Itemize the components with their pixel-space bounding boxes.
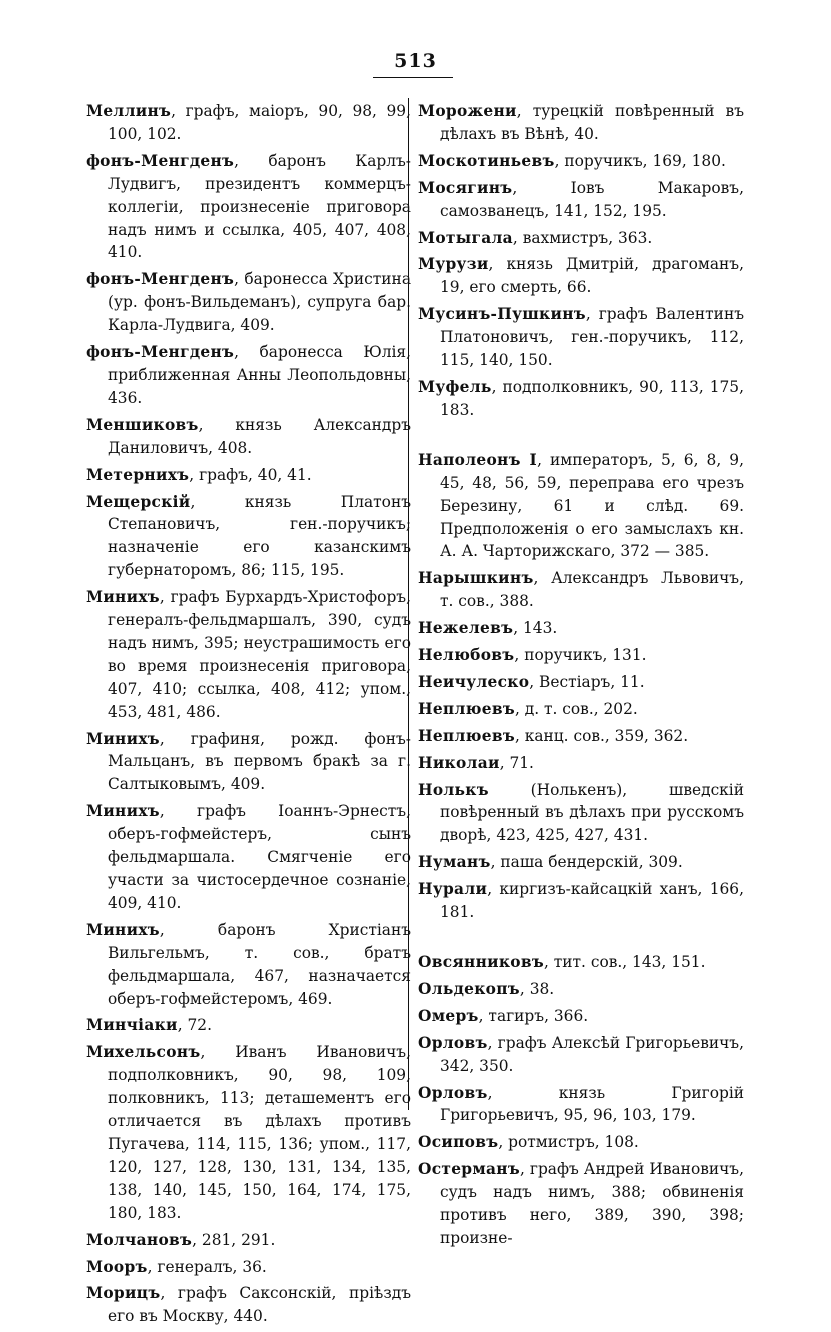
- index-column-left: [86, 100, 411, 1332]
- entry-text: , Александръ Львовичъ, т. сов., 388.: [440, 569, 744, 611]
- entry-headword: Морицъ: [86, 1284, 161, 1303]
- index-column-right: [418, 100, 744, 1254]
- index-entry: [86, 1014, 411, 1037]
- entry-headword: Москотиньевъ: [418, 151, 555, 170]
- entry-headword: Неплюевъ: [418, 726, 515, 745]
- entry-headword: фонъ-Менгденъ: [86, 151, 235, 170]
- index-entry: [86, 1229, 411, 1252]
- entry-text: , императоръ, 5, 6, 8, 9, 45, 48, 56, 59, переправа его чрезъ Березину, 61 и слѣд. 69. Предположенія о его замыслахъ кн. А. А. Чарторижскаго, 372 — 385.: [440, 450, 744, 561]
- entry-text: , поручикъ, 131.: [514, 646, 647, 665]
- index-entry: [418, 100, 744, 146]
- entry-text: , князь Платонъ Степановичъ, ген.-поручикъ; назначеніе его казанскимъ губернаторомъ, 86; 115, 195.: [108, 492, 411, 580]
- entry-text: , тит. сов., 143, 151.: [543, 953, 706, 971]
- entry-headword: Мещерскій: [86, 492, 191, 511]
- entry-text: , Иванъ Ивановичъ, подполковникъ, 90, 98, 109, полковникъ, 113; деташементъ его отличается въ дѣлахъ противъ Пугачева, 114, 115, 136; упом., 117, 120, 127, 128, 130, 131, 134, 135, 138, 140, 145, 150, 164, 174, 175, 180, 183.: [108, 1043, 411, 1222]
- entry-text: , баронесса Христина (ур. фонъ-Вильдеманъ), супруга бар. Карла-Лудвига, 409.: [108, 270, 411, 335]
- entry-text: , паша бендерскій, 309.: [490, 853, 683, 872]
- entry-text: , князь Григорій Григорьевичъ, 95, 96, 103, 179.: [440, 1083, 744, 1125]
- index-entry: [86, 100, 411, 146]
- entry-text: , 71.: [499, 753, 534, 772]
- entry-text: , графъ Андрей Ивановичъ, судъ надъ нимъ, 388; обвиненія противъ него, 389, 390, 398; произне-: [440, 1160, 744, 1247]
- entry-headword: Нолькъ: [418, 780, 489, 799]
- entry-text: , генералъ, 36.: [147, 1257, 267, 1276]
- entry-headword: Нелюбовъ: [418, 646, 515, 665]
- index-entry: [418, 177, 744, 223]
- entry-text: , 143.: [513, 619, 558, 638]
- entry-headword: Орловъ: [418, 1033, 488, 1052]
- entry-headword: Остерманъ: [418, 1160, 520, 1179]
- index-entry: [418, 617, 744, 640]
- entry-text: , 281, 291.: [192, 1230, 276, 1249]
- index-entry: [86, 919, 411, 1011]
- index-entry: [86, 800, 411, 915]
- index-entry: [418, 1158, 744, 1250]
- index-entry: [418, 779, 744, 848]
- index-entry: [418, 725, 744, 748]
- index-entry: [86, 464, 411, 487]
- entry-text: , ротмистръ, 108.: [498, 1133, 639, 1152]
- section-gap: [418, 928, 744, 951]
- entry-text: , вахмистръ, 363.: [512, 228, 653, 247]
- entry-headword: Осиповъ: [418, 1133, 499, 1152]
- entry-text: , графъ Бурхардъ-Христофоръ, генералъ-фельдмаршалъ, 390, судъ надъ нимъ, 395; неустрашимость его во время произнесенія приговора, 407, 410; ссылка, 408, 412; упом., 453, 481, 486.: [108, 588, 411, 721]
- index-entry: [418, 227, 744, 250]
- entry-headword: Нурали: [418, 880, 488, 899]
- entry-text: , Іовъ Макаровъ, самозванецъ, 141, 152, 195.: [440, 178, 744, 220]
- entry-headword: Метернихъ: [86, 465, 190, 484]
- index-entry: [86, 586, 411, 723]
- entry-text: , графиня, рожд. фонъ-Мальцанъ, въ первомъ бракѣ за г. Салтыковымъ, 409.: [108, 729, 411, 794]
- index-entry: [418, 303, 744, 372]
- entry-headword: Неплюевъ: [418, 699, 515, 718]
- entry-text: (Нолькенъ), шведскій повѣренный въ дѣлахъ при русскомъ дворѣ, 423, 425, 427, 431.: [440, 780, 744, 845]
- entry-text: , баронъ Христіанъ Вильгельмъ, т. сов., братъ фельдмаршала, 467, назначается оберъ-гофмейстеромъ, 469.: [108, 920, 411, 1008]
- page-number: 513: [394, 50, 437, 72]
- index-entry: [86, 150, 411, 265]
- entry-headword: Муфель: [418, 377, 492, 396]
- entry-headword: Ольдекопъ: [418, 979, 520, 998]
- index-entry: [86, 728, 411, 797]
- entry-text: , турецкій повѣренный въ дѣлахъ въ Вѣнѣ, 40.: [440, 102, 744, 143]
- entry-text: , киргизъ-кайсацкій ханъ, 166, 181.: [440, 880, 744, 922]
- entry-headword: Овсянниковъ: [418, 953, 544, 971]
- entry-text: , поручикъ, 169, 180.: [554, 151, 726, 170]
- entry-text: , графъ, маіоръ, 90, 98, 99, 100, 102.: [108, 102, 411, 143]
- entry-headword: Омеръ: [418, 1006, 479, 1025]
- entry-headword: Минчіаки: [86, 1016, 178, 1035]
- index-entry: [418, 253, 744, 299]
- entry-headword: Меншиковъ: [86, 415, 199, 434]
- entry-text: , князь Александръ Даниловичъ, 408.: [108, 415, 411, 457]
- index-entry: [418, 671, 744, 694]
- entry-headword: Нежелевъ: [418, 619, 514, 638]
- entry-text: , князь Дмитрій, драгоманъ, 19, его смерть, 66.: [440, 255, 744, 297]
- index-entry: [418, 376, 744, 422]
- index-entry: [418, 752, 744, 775]
- index-entry: [418, 1082, 744, 1128]
- index-entry: [418, 851, 744, 874]
- header-rule: [373, 77, 453, 78]
- entry-headword: Минихъ: [86, 729, 160, 748]
- entry-headword: Морожени: [418, 102, 517, 120]
- index-entry: [418, 951, 744, 974]
- entry-text: , подполковникъ, 90, 113, 175, 183.: [440, 377, 744, 419]
- entry-headword: Минихъ: [86, 802, 160, 821]
- entry-text: , графъ Валентинъ Платоновичъ, ген.-поручикъ, 112, 115, 140, 150.: [440, 305, 744, 370]
- entry-headword: Мусинъ-Пушкинъ: [418, 305, 586, 324]
- entry-headword: Минихъ: [86, 920, 160, 939]
- entry-text: , 72.: [177, 1016, 212, 1035]
- entry-headword: Нуманъ: [418, 853, 491, 872]
- index-entry: [86, 414, 411, 460]
- entry-headword: Мооръ: [86, 1257, 148, 1276]
- entry-headword: Нарышкинъ: [418, 569, 534, 588]
- entry-headword: Николаи: [418, 753, 500, 772]
- index-entry: [418, 978, 744, 1001]
- index-entry: [418, 698, 744, 721]
- entry-headword: Мосягинъ: [418, 178, 513, 197]
- entry-text: , тагиръ, 366.: [478, 1006, 589, 1025]
- entry-headword: Неичулеско: [418, 672, 530, 691]
- index-entry: [86, 491, 411, 583]
- entry-text: , канц. сов., 359, 362.: [514, 726, 689, 745]
- index-entry: [418, 644, 744, 667]
- index-entry: [86, 268, 411, 337]
- entry-headword: Михельсонъ: [86, 1043, 201, 1062]
- entry-headword: фонъ-Менгденъ: [86, 270, 235, 289]
- entry-headword: Молчановъ: [86, 1230, 193, 1249]
- index-entry: [418, 1005, 744, 1028]
- entry-headword: фонъ-Менгденъ: [86, 343, 235, 362]
- entry-text: , баронесса Юлія, приближенная Анны Леопольдовны, 436.: [108, 343, 411, 407]
- entry-text: , графъ Саксонскій, пріѣздъ его въ Москву, 440.: [108, 1284, 411, 1326]
- entry-text: , 38.: [519, 979, 555, 998]
- index-entry: [86, 1041, 411, 1224]
- entry-headword: Меллинъ: [86, 102, 172, 120]
- entry-text: , графъ Алексѣй Григорьевичъ, 342, 350.: [440, 1033, 744, 1075]
- entry-text: , баронъ Карлъ-Лудвигъ, президентъ коммерцъ-коллегіи, произнесеніе приговора надъ нимъ и ссылка, 405, 407, 408, 410.: [108, 151, 411, 262]
- entry-text: , д. т. сов., 202.: [514, 699, 638, 718]
- entry-headword: Минихъ: [86, 588, 160, 607]
- index-entry: [418, 1131, 744, 1154]
- entry-headword: Наполеонъ I: [418, 450, 538, 469]
- index-entry: [86, 1256, 411, 1279]
- index-entry: [86, 341, 411, 410]
- section-gap: [418, 426, 744, 449]
- entry-text: , графъ Іоаннъ-Эрнестъ, оберъ-гофмейстеръ, сынъ фельдмаршала. Смягченіе его участи за чистосердечное сознаніе, 409, 410.: [108, 802, 411, 912]
- index-entry: [418, 449, 744, 564]
- index-entry: [418, 1032, 744, 1078]
- entry-headword: Мурузи: [418, 255, 489, 274]
- index-entry: [418, 878, 744, 924]
- index-entry: [418, 150, 744, 173]
- entry-headword: Орловъ: [418, 1083, 488, 1102]
- index-entry: [86, 1282, 411, 1328]
- entry-headword: Мотыгала: [418, 228, 513, 247]
- index-entry: [418, 567, 744, 613]
- entry-text: , графъ, 40, 41.: [189, 465, 312, 484]
- entry-text: , Вестіаръ, 11.: [529, 672, 645, 691]
